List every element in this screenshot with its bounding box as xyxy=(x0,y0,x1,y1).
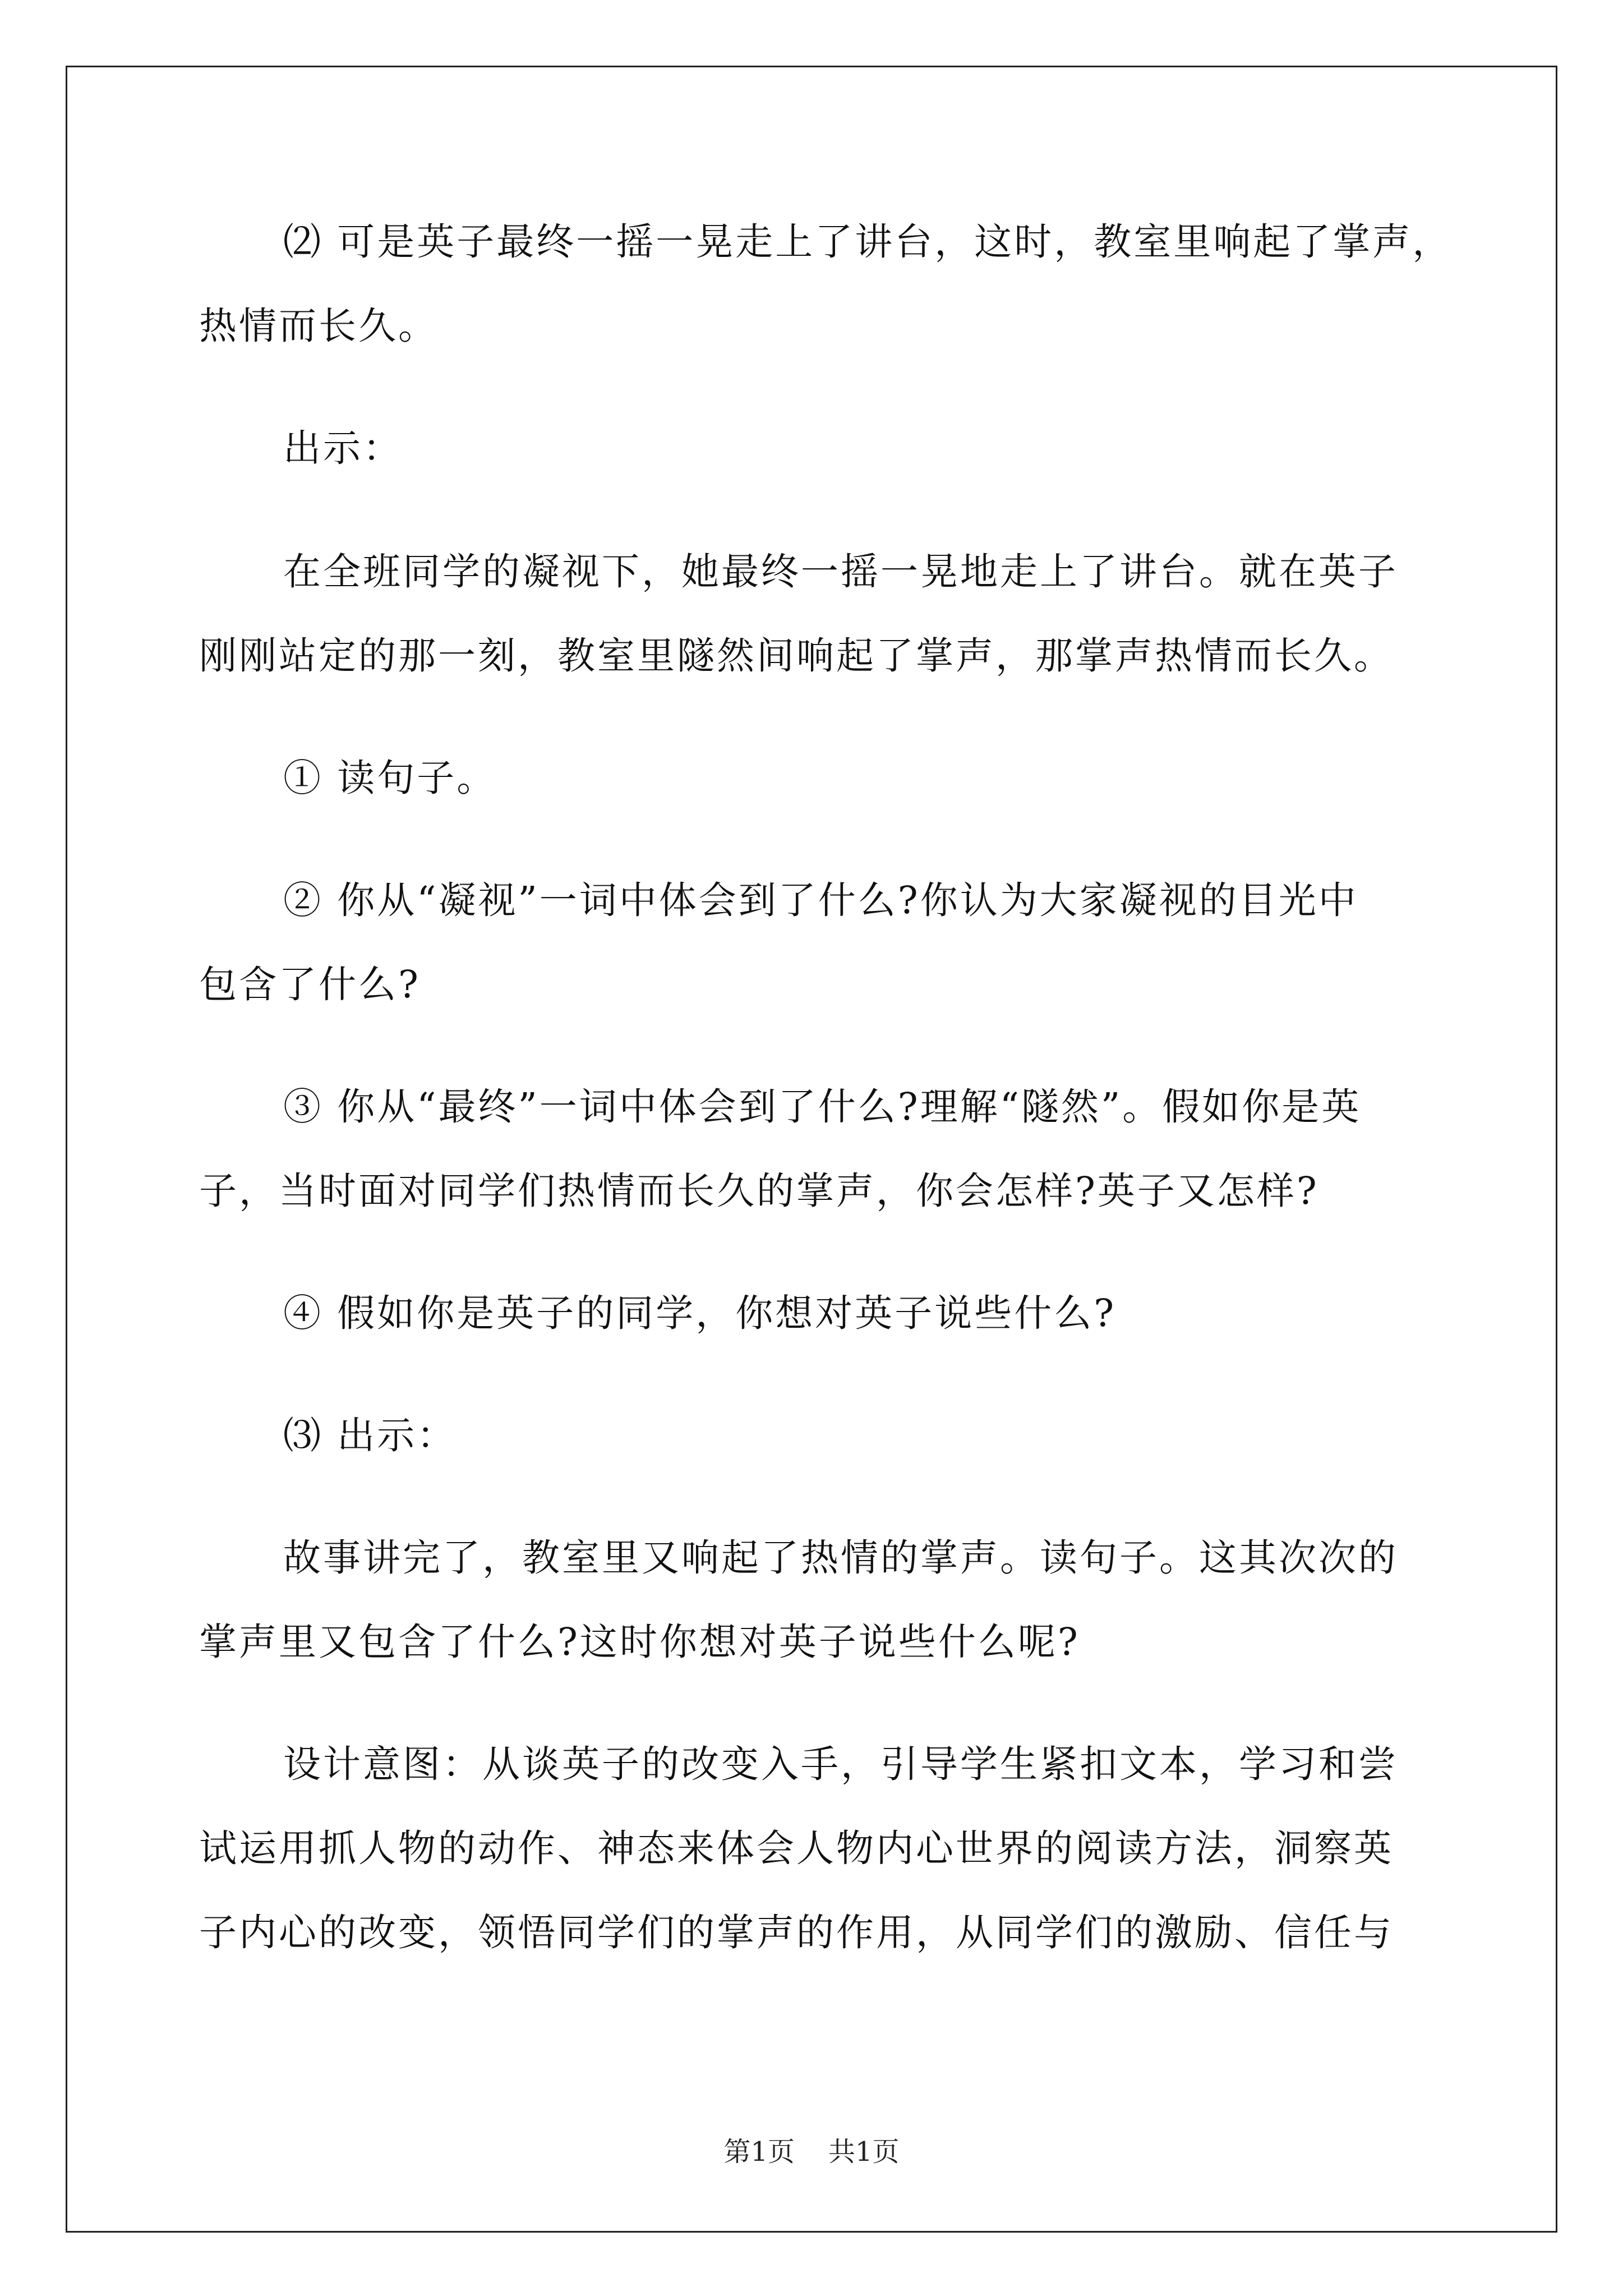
paragraph-9-line-1: 故事讲完了，教室里又响起了热情的掌声。读句子。这其次次的 xyxy=(283,1536,1398,1580)
paragraph-1-line-1: ⑵ 可是英子最终一摇一晃走上了讲台，这时，教室里响起了掌声， xyxy=(283,220,1453,264)
paragraph-5-line-2: 包含了什么? xyxy=(199,963,421,1006)
paragraph-10-line-2: 试运用抓人物的动作、神态来体会人物内心世界的阅读方法，洞察英 xyxy=(199,1826,1394,1870)
page-border xyxy=(66,66,1557,2233)
paragraph-8-line-1: ⑶ 出示： xyxy=(283,1414,457,1457)
paragraph-9-line-2: 掌声里又包含了什么?这时你想对英子说些什么呢? xyxy=(199,1620,1080,1664)
paragraph-6-line-2: 子，当时面对同学们热情而长久的掌声，你会怎样?英子又怎样? xyxy=(199,1169,1319,1213)
paragraph-7-line-1: ④ 假如你是英子的同学，你想对英子说些什么? xyxy=(283,1291,1117,1335)
paragraph-4-line-1: ① 读句子。 xyxy=(283,756,497,800)
paragraph-1-line-2: 热情而长久。 xyxy=(199,304,438,348)
paragraph-2-line-1: 出示： xyxy=(283,426,403,470)
paragraph-10-line-3: 子内心的改变，领悟同学们的掌声的作用，从同学们的激励、信任与 xyxy=(199,1911,1394,1954)
paragraph-3-line-2: 刚刚站定的那一刻，教室里隧然间响起了掌声，那掌声热情而长久。 xyxy=(199,634,1394,678)
paragraph-6-line-1: ③ 你从“最终”一词中体会到了什么?理解“隧然”。假如你是英 xyxy=(283,1085,1362,1129)
page-number: 第1页 xyxy=(723,2136,795,2168)
page-footer xyxy=(0,2136,1623,2168)
paragraph-10-line-1: 设计意图：从谈英子的改变入手，引导学生紧扣文本，学习和尝 xyxy=(283,1742,1398,1786)
paragraph-5-line-1: ② 你从“凝视”一词中体会到了什么?你认为大家凝视的目光中 xyxy=(283,878,1358,922)
total-pages: 共1页 xyxy=(828,2136,900,2168)
paragraph-3-line-1: 在全班同学的凝视下，她最终一摇一晃地走上了讲台。就在英子 xyxy=(283,550,1398,593)
